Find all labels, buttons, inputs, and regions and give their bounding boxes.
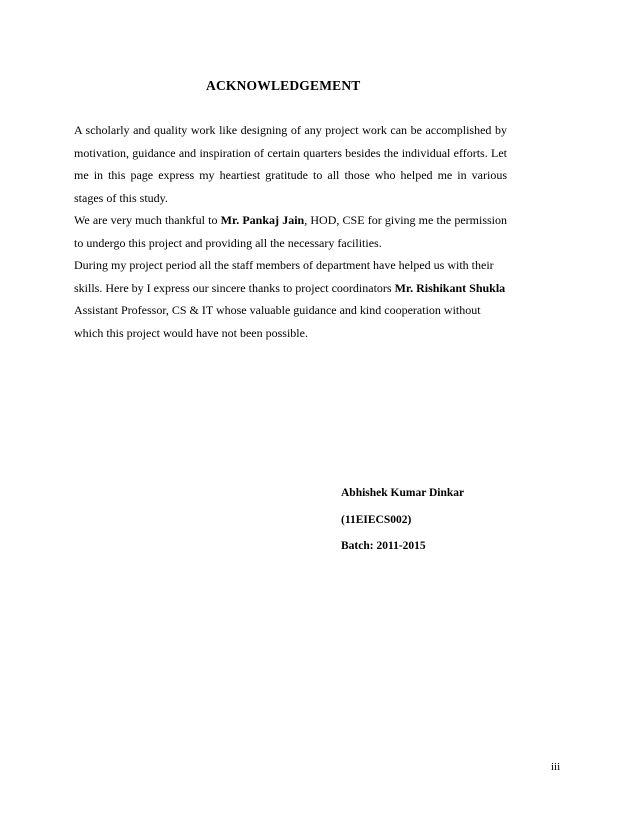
acknowledgement-body [74, 119, 507, 344]
paragraph-2-text-start: We are very much thankful to [74, 213, 221, 227]
page-title: ACKNOWLEDGEMENT [206, 78, 361, 93]
coordinator-name: Mr. Rishikant Shukla [394, 280, 506, 295]
page-number: iii [551, 761, 561, 773]
paragraph-3 [74, 254, 507, 344]
batch-label: Batch: 2011-2015 [341, 540, 426, 552]
signature-block [341, 480, 464, 560]
paragraph-2-text-end: , HOD, CSE for giving me the permission to undergo this project and providing all the necessary facilities. [74, 213, 507, 250]
paragraph-2 [74, 209, 507, 254]
paragraph-1 [74, 119, 507, 209]
paragraph-1-text: A scholarly and quality work like designing of any project work can be accomplished by motivation, guidance and inspiration of certain quarters besides the individual efforts. Let me in this page express my heartiest gratitude to all those who helped me in various stages of this study. [74, 123, 507, 205]
hod-name: Mr. Pankaj Jain [220, 213, 305, 227]
author-name: Abhishek Kumar Dinkar [341, 487, 465, 499]
paragraph-3-text-start: During my project period all the staff members of department have helped us with their skills. Here by I express our sincere thanks to project coordinators [74, 258, 494, 295]
paragraph-3-text-end: Assistant Professor, CS & IT whose valuable guidance and kind cooperation without which this project would have not been possible. [74, 303, 481, 340]
roll-number: (11EIECS002) [341, 513, 412, 526]
